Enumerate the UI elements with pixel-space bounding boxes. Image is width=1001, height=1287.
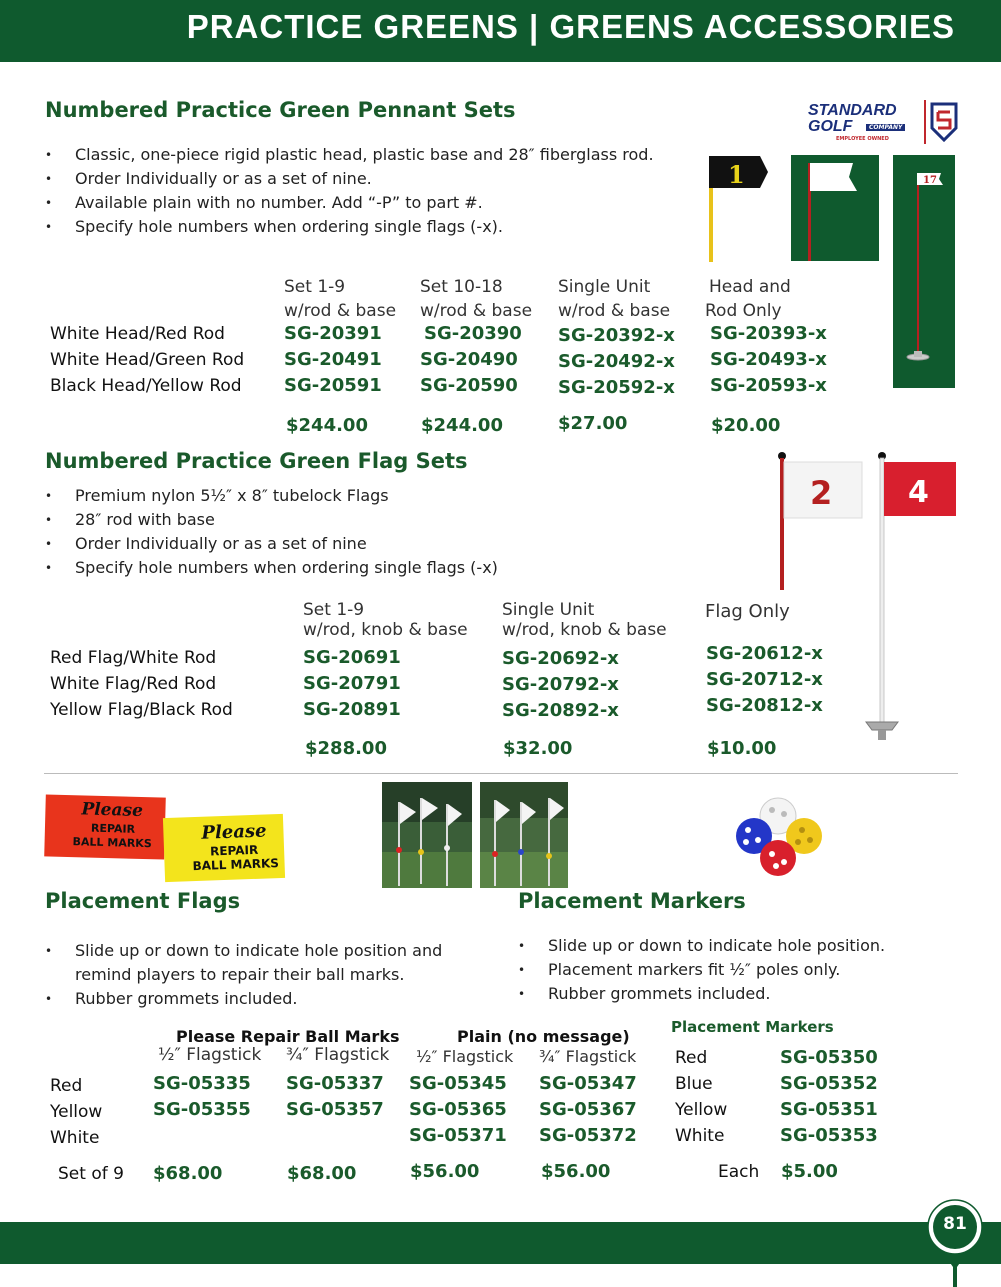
list-item: • Order Individually or as a set of nine.	[45, 167, 685, 191]
each-label: Each	[718, 1162, 760, 1182]
part-number: SG-20612-x	[706, 643, 823, 664]
placement-marker-photo-1	[382, 782, 472, 888]
part-number: SG-20691	[303, 647, 401, 668]
pennant-number-17: 17	[923, 175, 937, 186]
flagsets-row-label: Yellow Flag/Black Rod	[50, 700, 233, 720]
part-number: SG-20591	[284, 375, 382, 396]
list-item: • Premium nylon 5½″ x 8″ tubelock Flags	[45, 484, 685, 508]
part-number: SG-20792-x	[502, 674, 619, 695]
header-line: w/rod & base	[558, 301, 671, 321]
standard-golf-logo	[806, 100, 958, 146]
flag-text-please: Please	[81, 799, 144, 821]
flag-text-ball-marks: BALL MARKS	[192, 856, 280, 874]
price: $32.00	[503, 738, 573, 759]
price: $68.00	[287, 1163, 357, 1184]
pennant-col-header	[420, 275, 532, 323]
flagsets-row-label: White Flag/Red Rod	[50, 674, 217, 694]
part-number: SG-20492-x	[558, 351, 675, 372]
part-number: SG-20891	[303, 699, 401, 720]
sub-header: ¾″ Flagstick	[286, 1045, 390, 1065]
pennant-bullets	[45, 143, 685, 239]
list-item: • Rubber grommets included.	[45, 987, 465, 1011]
part-number: SG-20712-x	[706, 669, 823, 690]
yellow-placement-flag-image	[163, 814, 285, 882]
marker-row-label: Yellow	[675, 1100, 728, 1120]
header-line: Rod Only	[705, 301, 782, 321]
markers-table-title: Placement Markers	[671, 1018, 834, 1036]
part-number: SG-05351	[780, 1099, 878, 1120]
price: $10.00	[707, 738, 777, 759]
black-pennant-image	[700, 152, 772, 264]
flag-text-please: Please	[201, 820, 267, 844]
part-number: SG-05335	[153, 1073, 251, 1094]
white-flag-2-image	[770, 448, 870, 593]
header-line: w/rod, knob & base	[303, 620, 468, 640]
pennant-col-header	[284, 275, 396, 323]
part-number: SG-20393-x	[710, 323, 827, 344]
header-line: w/rod, knob & base	[502, 620, 667, 640]
list-item: • Order Individually or as a set of nine	[45, 532, 685, 556]
part-number: SG-05355	[153, 1099, 251, 1120]
price: $68.00	[153, 1163, 223, 1184]
part-number: SG-05371	[409, 1125, 507, 1146]
part-number: SG-20593-x	[710, 375, 827, 396]
part-number: SG-05350	[780, 1047, 878, 1068]
price: $5.00	[781, 1161, 838, 1182]
list-item: • Rubber grommets included.	[518, 982, 938, 1006]
pennant-col-header	[705, 275, 791, 323]
placement-flags-title: Placement Flags	[45, 889, 241, 913]
price: $244.00	[421, 415, 503, 436]
red-placement-flag-image	[44, 794, 166, 859]
header-line: w/rod & base	[420, 301, 533, 321]
pennant-row-label: White Head/Red Rod	[50, 324, 225, 344]
part-number: SG-20392-x	[558, 325, 675, 346]
placement-markers-bullets	[518, 934, 938, 1006]
part-number: SG-20791	[303, 673, 401, 694]
placement-flags-bullets	[45, 939, 465, 1011]
flagsets-col-header	[502, 600, 667, 640]
pennant-row-label: Black Head/Yellow Rod	[50, 376, 242, 396]
pennant-col-header	[558, 275, 670, 323]
price: $288.00	[305, 738, 387, 759]
set-of-9-label: Set of 9	[58, 1164, 124, 1184]
golf-ball-tee-icon	[924, 1199, 986, 1287]
part-number: SG-20590	[420, 375, 518, 396]
part-number: SG-05337	[286, 1073, 384, 1094]
sub-header: ½″ Flagstick	[158, 1045, 262, 1065]
flagsets-section-title: Numbered Practice Green Flag Sets	[45, 449, 468, 473]
part-number: SG-20391	[284, 323, 382, 344]
part-number: SG-05365	[409, 1099, 507, 1120]
marker-row-label: Blue	[675, 1074, 713, 1094]
sub-header: ½″ Flagstick	[416, 1047, 514, 1066]
sg-shield-icon	[930, 102, 958, 142]
flagsets-col-header: Flag Only	[705, 601, 790, 622]
header-line: w/rod & base	[284, 301, 397, 321]
price: $56.00	[410, 1161, 480, 1182]
sub-header: ¾″ Flagstick	[539, 1047, 637, 1066]
white-pennant-icon	[791, 155, 879, 261]
part-number: SG-05352	[780, 1073, 878, 1094]
marker-row-label: Red	[675, 1048, 708, 1068]
part-number: SG-05367	[539, 1099, 637, 1120]
price: $244.00	[286, 415, 368, 436]
logo-text-company: COMPANY	[866, 124, 905, 131]
price: $20.00	[711, 415, 781, 436]
marker-row-label: White	[675, 1126, 725, 1146]
header-line: Set 1-9	[303, 600, 365, 620]
part-number: SG-05347	[539, 1073, 637, 1094]
section-divider	[44, 773, 958, 774]
price: $56.00	[541, 1161, 611, 1182]
part-number: SG-20592-x	[558, 377, 675, 398]
page-number: 81	[943, 1214, 967, 1234]
green-pennant-image	[791, 155, 879, 261]
logo-text-golf: GOLF	[808, 118, 853, 135]
page-title: PRACTICE GREENS | GREENS ACCESSORIES	[186, 8, 955, 45]
part-number: SG-20692-x	[502, 648, 619, 669]
list-item: • Slide up or down to indicate hole position.	[518, 934, 938, 958]
part-number: SG-20491	[284, 349, 382, 370]
price: $27.00	[558, 413, 628, 434]
placement-row-label: White	[50, 1128, 100, 1148]
header-line: Single Unit	[558, 277, 651, 297]
list-item: • Specify hole numbers when ordering single flags (-x).	[45, 215, 685, 239]
part-number: SG-05353	[780, 1125, 878, 1146]
red-flag-4-image	[862, 450, 958, 745]
placement-marker-photo-2	[480, 782, 568, 888]
header-line: Set 1-9	[284, 277, 346, 297]
logo-text-employee-owned: EMPLOYEE OWNED	[836, 136, 889, 142]
header-line: Single Unit	[502, 600, 595, 620]
list-item: • Specify hole numbers when ordering single flags (-x)	[45, 556, 685, 580]
list-item: • Available plain with no number. Add “-P” to part #.	[45, 191, 685, 215]
list-item: • Placement markers fit ½″ poles only.	[518, 958, 938, 982]
placement-markers-image	[732, 796, 828, 880]
part-number: SG-20390	[424, 323, 522, 344]
tall-pennant-image	[893, 155, 955, 388]
footer-bar	[0, 1222, 1001, 1264]
placement-row-label: Yellow	[50, 1102, 103, 1122]
part-number: SG-05345	[409, 1073, 507, 1094]
flag-text-repair: REPAIR	[90, 821, 136, 836]
header-line: Set 10-18	[420, 277, 503, 297]
pennant-17-icon	[893, 155, 955, 388]
list-item: • 28″ rod with base	[45, 508, 685, 532]
logo-divider	[924, 100, 926, 144]
part-number: SG-20892-x	[502, 700, 619, 721]
part-number: SG-20490	[420, 349, 518, 370]
flagsets-row-label: Red Flag/White Rod	[50, 648, 217, 668]
flag-number-4: 4	[908, 475, 929, 510]
part-number: SG-05357	[286, 1099, 384, 1120]
group-header-repair: Please Repair Ball Marks	[176, 1027, 400, 1046]
pennant-section-title: Numbered Practice Green Pennant Sets	[45, 98, 516, 122]
part-number: SG-20812-x	[706, 695, 823, 716]
list-item: • Slide up or down to indicate hole position and remind players to repair their ball marks.	[45, 939, 465, 987]
part-number: SG-05372	[539, 1125, 637, 1146]
flag-text-ball-marks: BALL MARKS	[72, 835, 152, 851]
placement-row-label: Red	[50, 1076, 83, 1096]
placement-markers-title: Placement Markers	[518, 889, 746, 913]
group-header-plain: Plain (no message)	[457, 1027, 630, 1046]
flagsets-bullets	[45, 484, 685, 580]
logo-text-standard: STANDARD	[808, 102, 897, 119]
list-item: • Classic, one-piece rigid plastic head, plastic base and 28″ fiberglass rod.	[45, 143, 685, 167]
header-line: Head and	[709, 277, 791, 297]
pennant-number-1: 1	[728, 160, 745, 189]
pennant-row-label: White Head/Green Rod	[50, 350, 245, 370]
flag-text-repair: REPAIR	[209, 842, 259, 859]
flagsets-col-header	[303, 600, 468, 640]
flag-number-2: 2	[810, 474, 833, 512]
part-number: SG-20493-x	[710, 349, 827, 370]
